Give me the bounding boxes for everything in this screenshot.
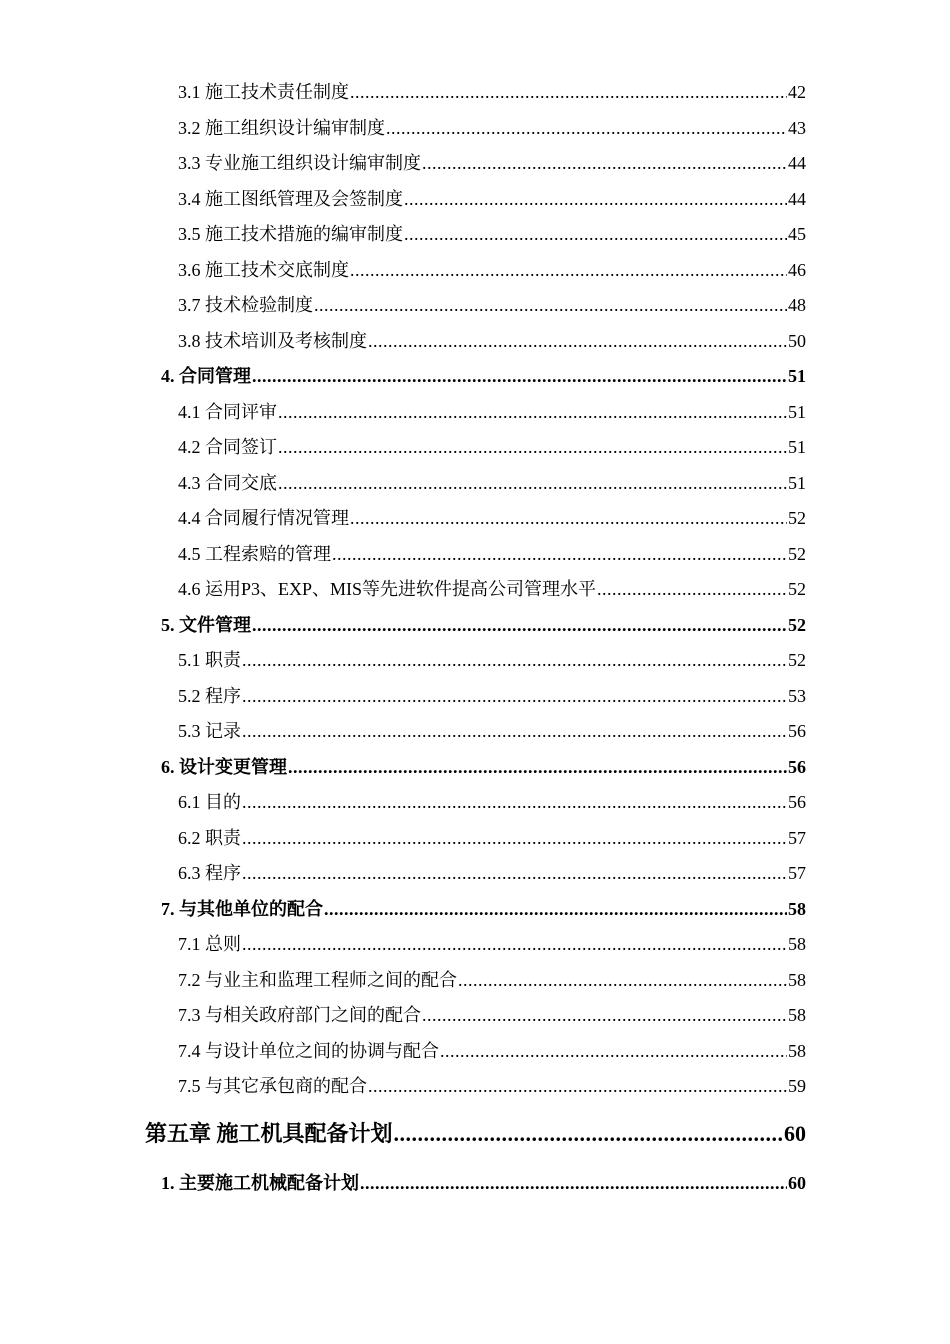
toc-entry-title: 3.2 施工组织设计编审制度 (178, 117, 385, 138)
dot-leader (278, 403, 787, 421)
toc-entry-title: 3.3 专业施工组织设计编审制度 (178, 153, 421, 173)
toc-page-number: 56 (788, 756, 806, 777)
dot-leader (394, 1123, 783, 1145)
dot-leader (404, 190, 787, 208)
toc-subsection-entry[interactable] (178, 474, 806, 492)
toc-entry-title: 6.3 程序 (178, 863, 241, 883)
dot-leader (242, 935, 787, 953)
toc-entry-title: 7.1 总则 (178, 934, 241, 954)
dot-leader (242, 651, 787, 669)
dot-leader (350, 83, 787, 101)
toc-subsection-entry[interactable] (178, 793, 806, 811)
dot-leader (242, 793, 787, 811)
toc-subsection-entry[interactable] (178, 829, 806, 847)
dot-leader (242, 687, 787, 705)
toc-entry-title: 4.4 合同履行情况管理 (178, 508, 349, 528)
toc-subsection-entry[interactable] (178, 509, 806, 527)
toc-section-entry[interactable] (161, 367, 806, 385)
toc-page-number: 44 (788, 188, 806, 209)
toc-entry-title: 3.6 施工技术交底制度 (178, 259, 349, 280)
toc-page-number: 58 (788, 1005, 806, 1025)
dot-leader (422, 1006, 787, 1024)
toc-section-entry[interactable] (161, 1174, 806, 1192)
toc-subsection-entry[interactable] (178, 687, 806, 705)
toc-page-number: 50 (788, 330, 806, 351)
toc-entry-title: 6.2 职责 (178, 827, 241, 848)
toc-page-number: 44 (788, 153, 806, 173)
toc-entry-title: 4.3 合同交底 (178, 472, 277, 493)
toc-page-number: 51 (788, 437, 806, 457)
toc-page-number: 45 (788, 224, 806, 244)
dot-leader (242, 864, 787, 882)
toc-entry-title: 6. 设计变更管理 (161, 756, 287, 777)
toc-entry-title: 3.4 施工图纸管理及会签制度 (178, 188, 403, 209)
toc-entry-title: 5.3 记录 (178, 721, 241, 741)
toc-entry-title: 1. 主要施工机械配备计划 (161, 1173, 359, 1193)
toc-page-number: 56 (788, 792, 806, 812)
dot-leader (360, 1174, 787, 1192)
dot-leader (242, 722, 787, 740)
toc-subsection-entry[interactable] (178, 651, 806, 669)
dot-leader (278, 474, 787, 492)
toc-subsection-entry[interactable] (178, 154, 806, 172)
toc-page-number: 58 (788, 934, 806, 954)
toc-page-number: 52 (788, 614, 806, 635)
toc-page-number: 52 (788, 543, 806, 564)
toc-entry-title: 3.5 施工技术措施的编审制度 (178, 224, 403, 244)
toc-page-number: 58 (788, 898, 806, 919)
toc-subsection-entry[interactable] (178, 438, 806, 456)
dot-leader (440, 1042, 787, 1060)
toc-page-number: 56 (788, 721, 806, 741)
dot-leader (368, 332, 787, 350)
toc-subsection-entry[interactable] (178, 296, 806, 314)
toc-page-number: 60 (788, 1173, 806, 1193)
toc-page-number: 51 (788, 472, 806, 493)
toc-subsection-entry[interactable] (178, 190, 806, 208)
toc-page-number: 57 (788, 863, 806, 883)
toc-page-number: 43 (788, 117, 806, 138)
toc-page-number: 60 (784, 1121, 806, 1146)
toc-subsection-entry[interactable] (178, 83, 806, 101)
toc-entry-title: 7. 与其他单位的配合 (161, 898, 323, 919)
dot-leader (252, 367, 787, 385)
dot-leader (597, 580, 787, 598)
dot-leader (458, 971, 787, 989)
toc-entry-title: 4.6 运用P3、EXP、MIS等先进软件提高公司管理水平 (178, 579, 597, 599)
toc-page-number: 51 (788, 366, 806, 386)
dot-leader (404, 225, 787, 243)
dot-leader (324, 900, 787, 918)
toc-entry-title: 4. 合同管理 (161, 366, 251, 386)
toc-page-number: 52 (788, 508, 806, 528)
toc-page-number: 42 (788, 82, 806, 102)
toc-page-number: 58 (788, 1040, 806, 1061)
toc-subsection-entry[interactable] (178, 1042, 806, 1060)
toc-entry-title: 4.5 工程索赔的管理 (178, 543, 331, 564)
toc-chapter-entry[interactable] (145, 1123, 806, 1145)
toc-entry-title: 4.1 合同评审 (178, 401, 277, 422)
toc-subsection-entry[interactable] (178, 261, 806, 279)
toc-entry-title: 3.7 技术检验制度 (178, 295, 313, 315)
toc-subsection-entry[interactable] (178, 119, 806, 137)
toc-subsection-entry[interactable] (178, 545, 806, 563)
toc-subsection-entry[interactable] (178, 332, 806, 350)
toc-entry-title: 4.2 合同签订 (178, 437, 277, 457)
toc-subsection-entry[interactable] (178, 225, 806, 243)
toc-entry-title: 6.1 目的 (178, 792, 241, 812)
toc-section-entry[interactable] (161, 616, 806, 634)
toc-page-number: 57 (788, 827, 806, 848)
dot-leader (350, 261, 787, 279)
toc-entry-title: 第五章 施工机具配备计划 (145, 1121, 393, 1146)
toc-entry-title: 5.2 程序 (178, 685, 241, 706)
toc-subsection-entry[interactable] (178, 403, 806, 421)
toc-entry-title: 5. 文件管理 (161, 614, 251, 635)
toc-subsection-entry[interactable] (178, 1006, 806, 1024)
toc-section-entry[interactable] (161, 900, 806, 918)
toc-page-number: 52 (788, 579, 806, 599)
dot-leader (386, 119, 787, 137)
toc-page-number: 53 (788, 685, 806, 706)
toc-subsection-entry[interactable] (178, 722, 806, 740)
toc-entry-title: 7.4 与设计单位之间的协调与配合 (178, 1040, 439, 1061)
dot-leader (314, 296, 787, 314)
toc-page-number: 51 (788, 401, 806, 422)
toc-subsection-entry[interactable] (178, 580, 806, 598)
toc-entry-title: 7.2 与业主和监理工程师之间的配合 (178, 969, 457, 990)
toc-entry-title: 7.5 与其它承包商的配合 (178, 1076, 367, 1096)
dot-leader (332, 545, 787, 563)
toc-entry-title: 3.8 技术培训及考核制度 (178, 330, 367, 351)
dot-leader (278, 438, 787, 456)
dot-leader (252, 616, 787, 634)
dot-leader (242, 829, 787, 847)
dot-leader (350, 509, 787, 527)
dot-leader (368, 1077, 787, 1095)
toc-page-number: 58 (788, 969, 806, 990)
toc-entry-title: 5.1 职责 (178, 650, 241, 670)
toc-subsection-entry[interactable] (178, 971, 806, 989)
toc-page-number: 52 (788, 650, 806, 670)
toc-section-entry[interactable] (161, 758, 806, 776)
toc-entry-title: 7.3 与相关政府部门之间的配合 (178, 1005, 421, 1025)
dot-leader (422, 154, 787, 172)
toc-subsection-entry[interactable] (178, 1077, 806, 1095)
dot-leader (288, 758, 787, 776)
toc-subsection-entry[interactable] (178, 935, 806, 953)
toc-subsection-entry[interactable] (178, 864, 806, 882)
toc-entry-title: 3.1 施工技术责任制度 (178, 82, 349, 102)
toc-page-number: 46 (788, 259, 806, 280)
toc-page-number: 48 (788, 295, 806, 315)
toc-page-number: 59 (788, 1076, 806, 1096)
